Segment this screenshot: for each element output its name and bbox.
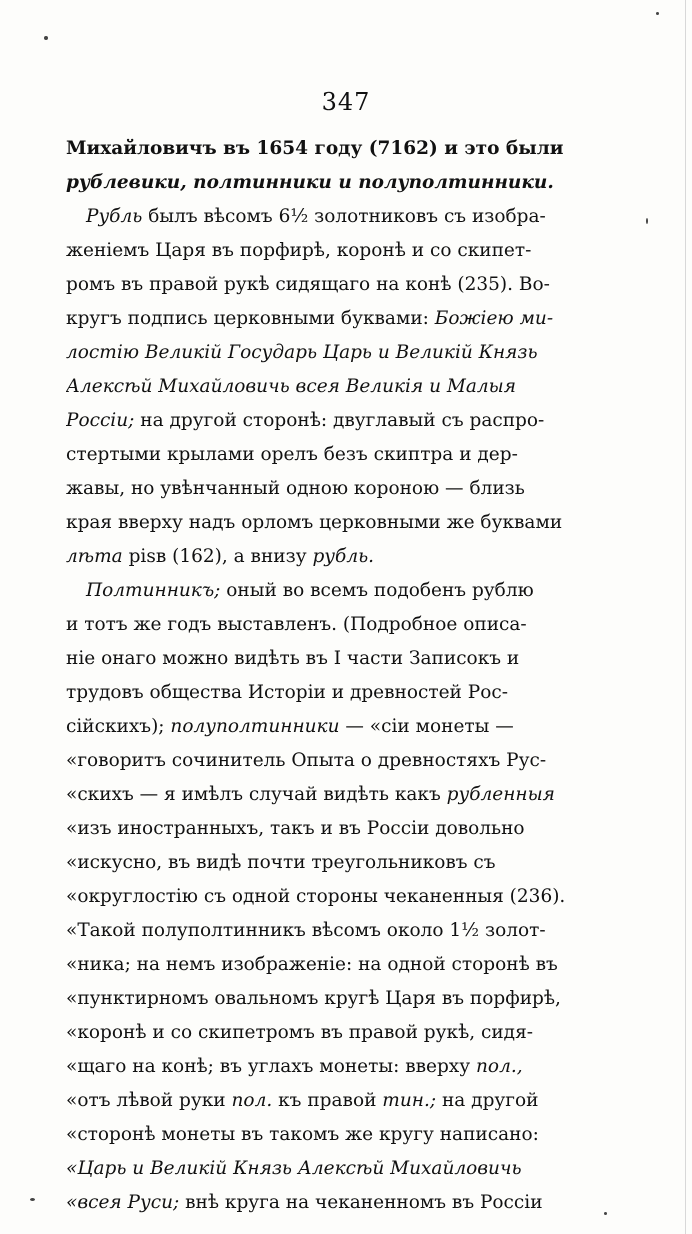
text-segment: Полтинникъ; xyxy=(86,580,221,601)
text-segment: внѣ круга на чеканенномъ въ Россіи xyxy=(179,1192,543,1213)
text-segment: «пунктирномъ овальномъ кругѣ Царя въ порфирѣ, xyxy=(66,988,561,1009)
text-segment: Михайловичъ въ 1654 году (7162) и это были xyxy=(66,138,564,159)
text-line xyxy=(66,540,590,574)
text-segment: пол. xyxy=(231,1090,273,1111)
text-segment: рублевики, полтинники и полуполтинники. xyxy=(66,172,554,193)
text-segment: «Такой полуполтинникъ вѣсомъ около 1½ золот- xyxy=(66,920,546,941)
text-line xyxy=(66,166,590,200)
text-segment: къ правой xyxy=(272,1090,383,1111)
text-segment: тин.; xyxy=(382,1090,437,1111)
text-line xyxy=(66,676,590,710)
text-segment: рубленныя xyxy=(446,784,555,805)
text-line xyxy=(66,472,590,506)
text-segment: Алексѣй Михайловичь всея Великія и Малыя xyxy=(66,376,516,397)
text-segment: Россіи; xyxy=(66,410,135,431)
text-line xyxy=(66,778,590,812)
text-line xyxy=(66,1186,590,1220)
text-line xyxy=(66,982,590,1016)
text-line xyxy=(66,234,590,268)
text-segment: «говоритъ сочинитель Опыта о древностяхъ Рус- xyxy=(66,750,547,771)
text-segment: на другой xyxy=(436,1090,539,1111)
text-line xyxy=(66,880,590,914)
ink-speck xyxy=(646,218,648,224)
text-line xyxy=(66,370,590,404)
text-segment: кругъ подпись церковными буквами: xyxy=(66,308,435,329)
text-segment: — «сіи монеты — xyxy=(339,716,514,737)
text-segment: сійскихъ); xyxy=(66,716,171,737)
text-segment: «коронѣ и со скипетромъ въ правой рукѣ, сидя- xyxy=(66,1022,533,1043)
text-segment: «Царь и Великій Князь Алексѣй Михайловичь xyxy=(66,1158,522,1179)
text-line xyxy=(66,574,590,608)
text-segment: Божіею ми- xyxy=(434,308,554,329)
text-segment: ріѕв (162), а внизу xyxy=(122,546,313,567)
page-edge xyxy=(685,0,686,1234)
text-segment: «ника; на немъ изображеніе: на одной сторонѣ въ xyxy=(66,954,558,975)
ink-speck xyxy=(604,1212,607,1215)
text-segment: былъ вѣсомъ 6½ золотниковъ съ изобра- xyxy=(142,206,546,227)
text-line xyxy=(66,1084,590,1118)
ink-speck xyxy=(30,1198,35,1201)
text-line xyxy=(66,336,590,370)
text-line xyxy=(66,132,590,166)
text-segment: «отъ лѣвой руки xyxy=(66,1090,232,1111)
page-number: 347 xyxy=(321,88,371,116)
text-line xyxy=(66,744,590,778)
text-line xyxy=(66,1118,590,1152)
text-line xyxy=(66,642,590,676)
text-line xyxy=(66,914,590,948)
text-line xyxy=(66,302,590,336)
text-line xyxy=(66,1050,590,1084)
text-segment: «искусно, въ видѣ почти треугольниковъ съ xyxy=(66,852,496,873)
text-line xyxy=(66,200,590,234)
text-segment: женіемъ Царя въ порфирѣ, коронѣ и со скипет- xyxy=(66,240,532,261)
text-line xyxy=(66,268,590,302)
text-segment: «щаго на конѣ; въ углахъ монеты: вверху xyxy=(66,1056,477,1077)
text-line xyxy=(66,846,590,880)
text-segment: трудовъ общества Исторіи и древностей Рос- xyxy=(66,682,508,703)
text-segment: полуполтинники xyxy=(170,716,340,737)
text-segment: лостію Великій Государь Царь и Великій Князь xyxy=(66,342,538,363)
text-line xyxy=(66,506,590,540)
text-segment: Рубль xyxy=(86,206,143,227)
text-segment: «изъ иностранныхъ, такъ и въ Россіи довольно xyxy=(66,818,525,839)
text-segment: жавы, но увѣнчанный одною короною — близь xyxy=(66,478,525,499)
text-segment: ніе онаго можно видѣть въ I части Записокъ и xyxy=(66,648,520,669)
text-segment: оный во всемъ подобенъ рублю xyxy=(220,580,534,601)
ink-speck xyxy=(656,12,659,15)
text-segment: «округлостію съ одной стороны чеканенныя (236). xyxy=(66,886,566,907)
text-line xyxy=(66,438,590,472)
text-segment: края вверху надъ орломъ церковными же буквами xyxy=(66,512,563,533)
text-line xyxy=(66,948,590,982)
body-text xyxy=(66,132,590,1220)
text-line xyxy=(66,404,590,438)
text-segment: на другой сторонѣ: двуглавый съ распро- xyxy=(134,410,545,431)
ink-speck xyxy=(44,36,48,40)
text-segment: лѣта xyxy=(66,546,123,567)
text-segment: ромъ въ правой рукѣ сидящаго на конѣ (235). Во- xyxy=(66,274,550,295)
text-line xyxy=(66,1016,590,1050)
text-line xyxy=(66,608,590,642)
text-segment: рубль. xyxy=(312,546,375,567)
text-segment: стертыми крылами орелъ безъ скиптра и дер- xyxy=(66,444,518,465)
text-line xyxy=(66,812,590,846)
text-line xyxy=(66,1152,590,1186)
text-segment: «всея Руси; xyxy=(66,1192,180,1213)
text-segment: «скихъ — я имѣлъ случай видѣть какъ xyxy=(66,784,447,805)
text-segment: «сторонѣ монеты въ такомъ же кругу написано: xyxy=(66,1124,539,1145)
text-line xyxy=(66,710,590,744)
text-segment: пол., xyxy=(476,1056,523,1077)
text-segment: и тотъ же годъ выставленъ. (Подробное описа- xyxy=(66,614,527,635)
